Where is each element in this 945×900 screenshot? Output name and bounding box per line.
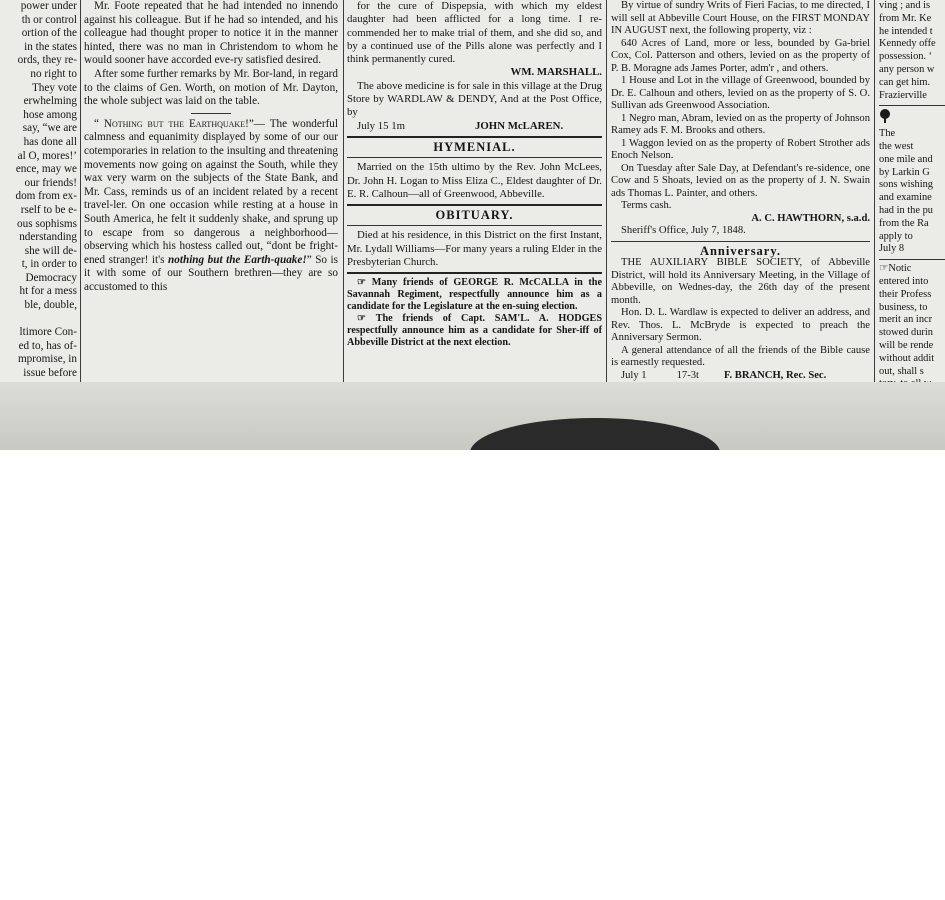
column-5-line: their Profess xyxy=(879,288,932,300)
column-rule xyxy=(343,0,344,382)
sheriff-sale-intro: By virtue of sundry Writs of Fieri Facias, to me directed, I will sell at Abbeville Court House, on the FIRST MONDAY IN AUGUST next, the following property, viz : xyxy=(611,0,870,36)
column-1-line: Democracy xyxy=(25,271,77,284)
page-margin xyxy=(0,382,945,450)
section-rule xyxy=(611,241,870,242)
column-5-line: The xyxy=(879,128,896,140)
column-1-line: ords, they re- xyxy=(17,54,77,67)
foote-paragraph: Mr. Foote repeated that he had intended no innendo against his colleague. But if he had so intended, and his colleague had thought proper to notice it in the manner hinted, there was no man in Christendom to whom he would sooner have accorded eve-ry satisfied desired. xyxy=(84,0,338,67)
column-1-line: mpromise, in xyxy=(17,353,77,366)
column-5-line: any person w xyxy=(879,63,935,75)
pills-testimonial: for the cure of Dispepsia, with which my eldest daughter had been afflicted for a long time. I re-commended her to make trial of them, and she did so, and by a continued use of the Pills alone was perfectly and I think permanently cured. xyxy=(347,0,602,66)
column-1-line: dom from ex- xyxy=(15,190,77,203)
column-5-line: by Larkin G xyxy=(879,166,930,178)
column-1-line: say, “we are xyxy=(22,122,77,135)
column-1-line: rself to be e- xyxy=(20,203,77,216)
sale-dateline: July 15 1m JOHN McLAREN. xyxy=(357,119,564,132)
column-5-line: apply to xyxy=(879,230,913,242)
column-1-line: ht for a mess xyxy=(19,285,77,298)
obituary-heading: OBITUARY. xyxy=(435,208,514,223)
column-5-line: out, shall s xyxy=(879,365,924,377)
column-5-line: July 8 xyxy=(879,243,905,255)
column-1-line: hose among xyxy=(23,108,77,121)
hodges-notice: ☞ The friends of Capt. SAM'L. A. HODGES respectfully announce him as a candidate for Sher-iff of Abbeville District at the next election. xyxy=(347,313,602,349)
column-2 xyxy=(84,0,338,382)
column-1-line: They vote xyxy=(31,81,77,94)
column-1-line: ltimore Con- xyxy=(19,326,77,339)
column-1-line: t, in order to xyxy=(21,258,77,271)
section-rule xyxy=(347,272,602,274)
column-rule xyxy=(874,0,875,382)
divider xyxy=(191,113,231,114)
section-rule xyxy=(879,259,945,260)
column-5-line: without addit xyxy=(879,352,935,364)
sale-item-house: 1 House and Lot in the village of Greenwood, bounded by Dr. E. Calhoun and others, levied on as the property of S. O. Sullivan ads Greenwood Association. xyxy=(611,75,870,111)
column-5-line: ☞Notic xyxy=(879,263,912,275)
column-5-line: will be rende xyxy=(879,339,934,351)
borland-paragraph: After some further remarks by Mr. Bor-land, in regard to the claims of Gen. Worth, on motion of Mr. Dayton, the whole subject was laid on the table. xyxy=(84,67,338,108)
section-rule xyxy=(347,225,602,226)
column-5-line: business, to xyxy=(879,301,928,313)
column-4 xyxy=(611,0,870,382)
column-3 xyxy=(347,0,602,382)
column-5 xyxy=(879,0,945,382)
anniversary-request: A general attendance of all the friends of the Bible cause is earnestly requested. xyxy=(611,344,870,368)
column-1-line: ence, may we xyxy=(15,163,77,176)
column-rule xyxy=(80,0,81,382)
tree-icon xyxy=(879,109,891,123)
column-5-line: Frazierville xyxy=(879,89,927,101)
column-1-line xyxy=(0,313,77,327)
column-5-line: Kennedy offe xyxy=(879,38,936,50)
column-1-line: th or control xyxy=(21,13,77,26)
sale-item-waggon: 1 Waggon levied on as the property of Robert Strother ads Enoch Nelson. xyxy=(611,137,870,161)
column-5-line: sons wishing xyxy=(879,179,933,191)
column-1-line: in the states xyxy=(24,40,77,53)
anniversary-notice: THE AUXILIARY BIBLE SOCIETY, of Abbeville District, will hold its Anniversary Meeting, in the Village of Abbeville, on Wednes-day, the 26th day of the present month. xyxy=(611,257,870,306)
sheriff-office: Sheriff's Office, July 7, 1848. xyxy=(621,225,746,236)
column-1-line: al O, mores!’ xyxy=(17,149,77,162)
sale-terms: Terms cash. xyxy=(621,200,672,211)
column-1-line: no right to xyxy=(30,67,77,80)
column-5-line: possession. ‘ xyxy=(879,51,933,63)
column-1-line: our friends! xyxy=(24,176,77,189)
column-5-line: from the Ra xyxy=(879,217,929,229)
blank-area xyxy=(0,450,945,900)
pills-signature: WM. MARSHALL. xyxy=(510,66,602,79)
sale-notice: The above medicine is for sale in this village at the Drug Store by WARDLAW & DENDY, And at the Post Office, by xyxy=(347,79,602,119)
hymenial-heading: HYMENIAL. xyxy=(433,139,516,154)
section-rule xyxy=(347,157,602,158)
sale-item-negro: 1 Negro man, Abram, levied on as the property of Johnson Ramey ads F. M. Brooks and others. xyxy=(611,112,870,136)
section-rule xyxy=(347,204,602,206)
column-5-line: can get him. xyxy=(879,76,931,88)
column-1-line: ous sophisms xyxy=(17,217,77,230)
column-1 xyxy=(0,0,77,382)
sale-item-land: 640 Acres of Land, more or less, bounded by Ga-briel Cox, Col. Patterson and others, levied on as the property of P. B. Moragne ads James Porter, adm'r , and others. xyxy=(611,37,870,74)
anniversary-dateline: July 1 17-3t F. BRANCH, Rec. Sec. xyxy=(621,369,827,381)
column-1-line: she will de- xyxy=(24,244,77,257)
column-1-line: issue before xyxy=(23,367,77,380)
column-5-line: from Mr. Ke xyxy=(879,12,932,24)
column-5-line: one mile and xyxy=(879,153,933,165)
tree-notice xyxy=(879,109,945,256)
runaway-notice xyxy=(879,0,945,102)
obituary-notice: Died at his residence, in this District on the first Instant, Mr. Lydall Williams—For many years a ruling Elder in the Presbyterian Church. xyxy=(347,229,602,269)
column-1-line: ortion of the xyxy=(21,27,77,40)
column-1-line: power under xyxy=(20,0,77,12)
anniversary-address: Hon. D. L. Wardlaw is expected to deliver an address, and Rev. Thos. L. McBryde is expected to preach the Anniversary Sermon. xyxy=(611,307,870,343)
column-5-line: and examine xyxy=(879,192,932,204)
sale-item-cow: On Tuesday after Sale Day, at Defendant's re-sidence, one Cow and 5 Shoats, levied on as the property of J. N. Swain ads Thomas L. Painter, and others. xyxy=(611,162,870,199)
column-5-line: had in the pu xyxy=(879,204,933,216)
column-5-line: he intended t xyxy=(879,25,933,37)
column-1-line: erwhelming xyxy=(23,95,77,108)
column-1-line: ble, double, xyxy=(24,299,77,312)
column-5-line: merit an incr xyxy=(879,314,933,326)
section-rule xyxy=(347,136,602,138)
column-rule xyxy=(606,0,607,382)
section-rule xyxy=(879,105,945,106)
column-5-line: the west xyxy=(879,140,914,152)
mccalla-notice: ☞ Many friends of GEORGE R. McCALLA in the Savannah Regiment, respectfully announce him as a candidate for the Legislature at the en-suing election. xyxy=(347,277,602,313)
column-5-line: ving ; and is xyxy=(879,0,931,11)
column-5-line: entered into xyxy=(879,275,929,287)
column-1-line: nderstanding xyxy=(19,231,77,244)
column-5-line: stowed durin xyxy=(879,327,933,339)
hymenial-notice: Married on the 15th ultimo by the Rev. John McLees, Dr. John H. Logan to Miss Eliza C., Eldest daughter of Dr. E. R. Calhoun—all of Greenwood, Abbeville. xyxy=(347,161,602,200)
column-1-line: has done all xyxy=(23,135,77,148)
sheriff-signature: A. C. HAWTHORN, s.a.d. xyxy=(751,212,870,224)
column-1-line: ed to, has of- xyxy=(18,339,77,352)
earthquake-article: “ Nothing but the Earthquake!”— The wonderful calmness and equanimity displayed by some of our our cotemporaries in relation to the insulting and threatening movements now going on against the South, while they wax very warm on the subjects of the State Bank, and Mr. Cass, reminds us of an incident related by a recent travel-ler. On one occasion while resting at a house in South America, he felt it suddenly shake, and sprung up to escape from so dangerous a neighborhood—observing which his hostess called out, “dont be fright-ened stranger! it's nothing but the Earth-quake!” So is it with some of our Southern brethren—they are so accustomed to this xyxy=(84,117,339,293)
anniversary-heading: Anniversary. xyxy=(699,243,782,258)
